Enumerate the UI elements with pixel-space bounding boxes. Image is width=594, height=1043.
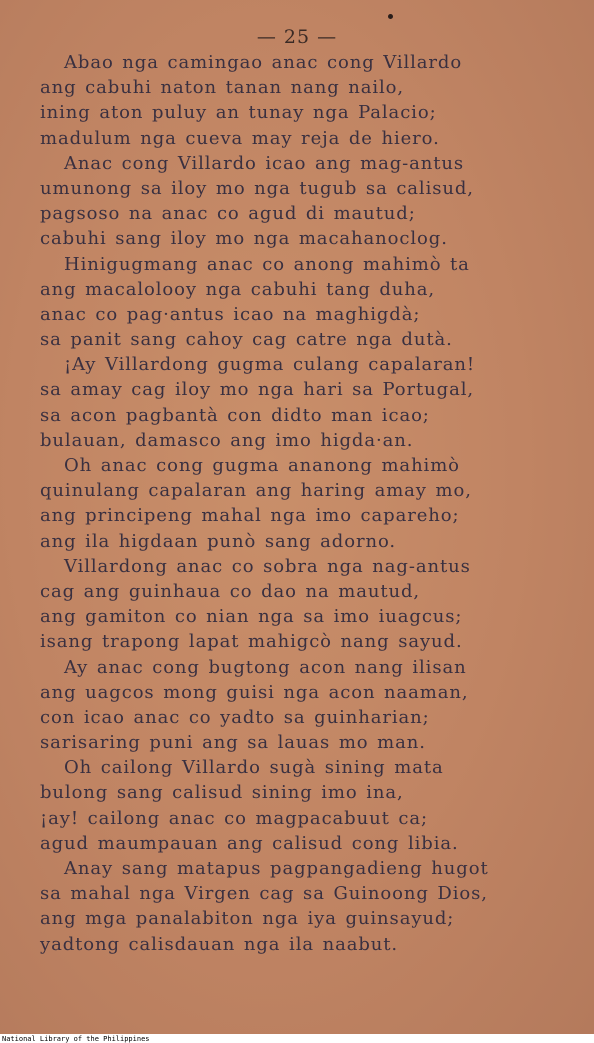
verse-2-line-3: pagsoso na anac co agud di mautud; (40, 203, 416, 225)
verse-2-line-2: umunong sa iloy mo nga tugub sa calisud, (40, 177, 474, 199)
verse-8-line-4: agud maumpauan ang calisud cong libia. (40, 832, 459, 854)
verse-7-line-3: con icao anac co yadto sa guinharian; (40, 706, 430, 728)
verse-8-line-3: ¡ay! cailong anac co magpacabuut ca; (40, 807, 428, 829)
verse-1-line-2: ang cabuhi naton tanan nang nailo, (40, 77, 405, 99)
library-footer: National Library of the Philippines (2, 1035, 150, 1043)
verse-6-line-3: ang gamiton co nian nga sa imo iuagcus; (40, 606, 463, 628)
verse-3-line-4: sa panit sang cahoy cag catre nga dutà. (40, 329, 453, 351)
verse-4-line-2: sa amay cag iloy mo nga hari sa Portugal, (40, 379, 474, 401)
verse-8-line-2: bulong sang calisud sining imo ina, (40, 782, 404, 804)
verse-5-line-3: ang principeng mahal nga imo capareho; (40, 505, 460, 527)
verse-4-line-1: ¡Ay Villardong gugma culang capalaran! (64, 354, 475, 376)
verse-4-line-4: bulauan, damasco ang imo higda·an. (40, 429, 414, 451)
verse-1-line-4: madulum nga cueva may reja de hiero. (40, 127, 440, 149)
verse-7-line-1: Ay anac cong bugtong acon nang ilisan (64, 656, 467, 678)
verse-5-line-4: ang ila higdaan punò sang adorno. (40, 530, 397, 552)
verse-3-line-2: ang macalolooy nga cabuhi tang duha, (40, 278, 436, 300)
verse-5-line-2: quinulang capalaran ang haring amay mo, (40, 480, 472, 502)
verse-7-line-4: sarisaring puni ang sa lauas mo man. (40, 732, 426, 754)
verse-1-line-1: Abao nga camingao anac cong Villardo (64, 52, 463, 73)
verse-9-line-2: sa mahal nga Virgen cag sa Guinoong Dios, (40, 883, 488, 905)
verse-5-line-1: Oh anac cong gugma ananong mahimò (64, 455, 460, 476)
verse-8-line-1: Oh cailong Villardo sugà sining mata (64, 757, 444, 779)
verse-3-line-3: anac co pag·antus icao na maghigdà; (40, 303, 421, 325)
verse-6-line-1: Villardong anac co sobra nga nag-antus (64, 555, 471, 577)
verse-2-line-1: Anac cong Villardo icao ang mag-antus (64, 152, 465, 174)
verse-9-line-4: yadtong calisdauan nga ila naabut. (40, 933, 399, 955)
poem-text (40, 50, 540, 957)
verse-4-line-3: sa acon pagbantà con didto man icao; (40, 404, 430, 426)
verse-3-line-1: Hinigugmang anac co anong mahimò ta (64, 253, 470, 275)
ink-speck (388, 14, 393, 19)
verse-6-line-2: cag ang guinhaua co dao na mautud, (40, 580, 421, 602)
verse-9-line-1: Anay sang matapus pagpangadieng hugot (64, 858, 489, 879)
verse-6-line-4: isang trapong lapat mahigcò nang sayud. (40, 631, 463, 653)
verse-2-line-4: cabuhi sang iloy mo nga macahanoclog. (40, 228, 448, 250)
verse-9-line-3: ang mga panalabiton nga iya guinsayud; (40, 908, 455, 930)
verse-7-line-2: ang uagcos mong guisi nga acon naaman, (40, 681, 469, 703)
verse-1-line-3: ining aton puluy an tunay nga Palacio; (40, 102, 437, 124)
page-number: — 25 — (256, 26, 338, 48)
